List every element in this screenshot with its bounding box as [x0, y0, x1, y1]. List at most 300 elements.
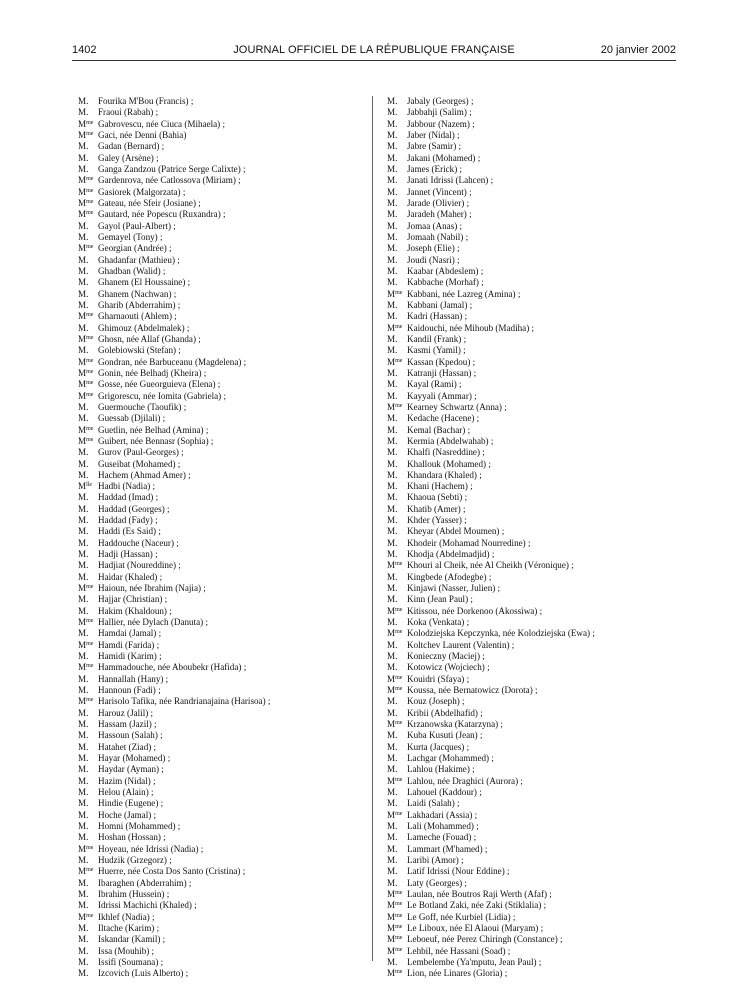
list-item [78, 119, 378, 130]
person-name: Ikhlef (Nadia) ; [98, 911, 155, 922]
list-item [387, 730, 687, 741]
list-item [387, 640, 687, 651]
title-abbrev: M. [387, 299, 398, 310]
title-abbrev: M. [387, 832, 398, 843]
person-name: Jomaah (Nabil) ; [407, 231, 469, 242]
person-name: Lehbil, née Hassani (Soad) ; [407, 945, 511, 956]
list-item [387, 742, 687, 753]
title-abbrev: M. [78, 900, 89, 911]
title-abbrev: $M^{me}$ [78, 639, 94, 650]
title-abbrev: M. [387, 696, 398, 707]
title-abbrev: M. [387, 96, 398, 106]
person-name: Izcovich (Luis Alberto) ; [98, 968, 189, 979]
person-name: Gateau, née Sfeir (Josiane) ; [98, 197, 201, 208]
title-abbrev: $M^{me}$ [387, 945, 403, 956]
person-name: Ghimouz (Abdelmalek) ; [98, 322, 190, 333]
list-item [78, 640, 378, 651]
title-abbrev: $M^{me}$ [78, 333, 94, 344]
list-item [78, 436, 378, 447]
title-abbrev: $M^{me}$ [387, 401, 403, 412]
person-name: Kearney Schwartz (Anna) ; [407, 401, 507, 412]
person-name: Hamdi (Farida) ; [98, 639, 160, 650]
person-name: Jarade (Olivier) ; [407, 197, 470, 208]
list-item [387, 277, 687, 288]
person-name: Khani (Hachem) ; [407, 481, 473, 492]
title-abbrev: M. [387, 390, 398, 401]
title-abbrev: M. [387, 515, 398, 526]
title-abbrev: M. [387, 854, 398, 865]
title-abbrev: M. [387, 435, 398, 446]
title-abbrev: M. [78, 968, 89, 979]
title-abbrev: M. [387, 333, 398, 344]
list-item [387, 957, 687, 968]
list-item [387, 526, 687, 537]
title-abbrev: $M^{me}$ [387, 922, 403, 933]
list-item [78, 153, 378, 164]
title-abbrev: $M^{me}$ [78, 186, 94, 197]
person-name: Hachem (Ahmad Amer) ; [98, 469, 191, 480]
person-name: Hatahet (Ziad) ; [98, 741, 157, 752]
list-item [387, 583, 687, 594]
title-abbrev: $M^{me}$ [78, 424, 94, 435]
list-item [387, 232, 687, 243]
list-item [387, 413, 687, 424]
title-abbrev: M. [387, 662, 398, 673]
person-name: Haddi (Es Said) ; [98, 526, 161, 537]
title-abbrev: $M^{me}$ [387, 719, 403, 730]
list-item [387, 832, 687, 843]
person-name: Leboeuf, née Perez Chiringh (Constance) ; [407, 934, 563, 945]
title-abbrev: M. [78, 753, 89, 764]
title-abbrev: $M^{me}$ [387, 888, 403, 899]
title-abbrev: $M^{me}$ [78, 118, 94, 129]
list-item [387, 504, 687, 515]
person-name: Kingbede (Afodegbe) ; [407, 571, 492, 582]
title-abbrev: $M^{me}$ [387, 685, 403, 696]
journal-title: JOURNAL OFFICIEL DE LA RÉPUBLIQUE FRANÇAISE [233, 44, 515, 56]
list-item [78, 628, 378, 639]
title-abbrev: M. [387, 231, 398, 242]
title-abbrev: M. [387, 197, 398, 208]
title-abbrev: M. [78, 571, 89, 582]
list-item [387, 617, 687, 628]
person-name: Khallouk (Mohamed) ; [407, 458, 491, 469]
list-item [387, 821, 687, 832]
title-abbrev: $M^{me}$ [78, 911, 94, 922]
list-item [387, 515, 687, 526]
title-abbrev: M. [78, 152, 89, 163]
person-name: Ghosn, née Allaf (Ghanda) ; [98, 333, 201, 344]
list-item [387, 538, 687, 549]
person-name: Fraoui (Rabah) ; [98, 107, 159, 118]
person-name: Joudi (Nasri) ; [407, 254, 460, 265]
person-name: Khaoua (Sebti) ; [407, 492, 468, 503]
person-name: Hoyeau, née Idrissi (Nadia) ; [98, 843, 204, 854]
person-name: Kermia (Abdelwahab) ; [407, 435, 494, 446]
title-abbrev: M. [78, 107, 89, 118]
list-item [387, 300, 687, 311]
list-item [387, 470, 687, 481]
list-item [78, 368, 378, 379]
person-name: Grigorescu, née Iomita (Gabriela) ; [98, 390, 227, 401]
person-name: Le Botland Zaki, née Zaki (Stiklalia) ; [407, 900, 547, 911]
list-item [387, 368, 687, 379]
title-abbrev: M. [387, 571, 398, 582]
title-abbrev: $M^{me}$ [387, 560, 403, 571]
list-item [387, 549, 687, 560]
title-abbrev: M. [387, 107, 398, 118]
person-name: Jakani (Mohamed) ; [407, 152, 481, 163]
person-name: Jaradeh (Maher) ; [407, 209, 472, 220]
person-name: Kaidouchi, née Mihoub (Madiha) ; [407, 322, 535, 333]
person-name: Jabaly (Georges) ; [407, 96, 474, 106]
person-name: Harouz (Jalil) ; [98, 707, 154, 718]
title-abbrev: M. [78, 288, 89, 299]
list-item [387, 764, 687, 775]
person-name: Konieczny (Maciej) ; [407, 651, 485, 662]
person-name: Hadbi (Nadia) ; [98, 481, 156, 492]
list-item [387, 776, 687, 787]
person-name: Lali (Mohammed) ; [407, 821, 479, 831]
person-name: Guermouche (Taoufik) ; [98, 401, 187, 412]
title-abbrev: M. [387, 311, 398, 322]
person-name: Hamidi (Karim) ; [98, 651, 162, 662]
title-abbrev: M. [387, 186, 398, 197]
list-item [78, 459, 378, 470]
title-abbrev: M. [387, 379, 398, 390]
title-abbrev: M. [78, 945, 89, 956]
title-abbrev: $M^{me}$ [387, 968, 403, 979]
title-abbrev: $M^{me}$ [387, 605, 403, 616]
title-abbrev: M. [387, 481, 398, 492]
title-abbrev: M. [78, 413, 89, 424]
title-abbrev: M. [78, 628, 89, 639]
list-item [78, 492, 378, 503]
person-name: Ghanem (Nachwan) ; [98, 288, 177, 299]
title-abbrev: $M^{lle}$ [78, 481, 93, 492]
title-abbrev: M. [387, 118, 398, 129]
list-item [78, 425, 378, 436]
left-column [78, 96, 378, 980]
title-abbrev: M. [78, 821, 89, 831]
person-name: Gadan (Bernard) ; [98, 141, 165, 152]
list-item [78, 526, 378, 537]
title-abbrev: M. [387, 877, 398, 888]
person-name: Khandara (Khaled) ; [407, 469, 482, 480]
title-abbrev: M. [78, 549, 89, 560]
list-item [78, 379, 378, 390]
person-name: Jannet (Vincent) ; [407, 186, 472, 197]
list-item [78, 311, 378, 322]
title-abbrev: M. [78, 605, 89, 616]
list-item [387, 119, 687, 130]
title-abbrev: M. [78, 934, 89, 945]
person-name: Khodeir (Mohamad Nourredine) ; [407, 537, 531, 548]
person-name: Laty (Georges) ; [407, 877, 467, 888]
list-item [387, 934, 687, 945]
title-abbrev: M. [78, 798, 89, 809]
person-name: Hayar (Mohamed) ; [98, 753, 171, 764]
list-item [387, 243, 687, 254]
title-abbrev: M. [78, 458, 89, 469]
list-item [78, 968, 378, 979]
person-name: Haddad (Georges) ; [98, 503, 170, 514]
list-item [387, 572, 687, 583]
title-abbrev: M. [387, 549, 398, 560]
person-name: Koka (Venkata) ; [407, 617, 470, 628]
person-name: Guseibat (Mohamed) ; [98, 458, 181, 469]
person-name: Ghadban (Walid) ; [98, 265, 166, 276]
title-abbrev: $M^{me}$ [78, 583, 94, 594]
title-abbrev: M. [387, 254, 398, 265]
list-item [387, 923, 687, 934]
person-name: Hoche (Jamal) ; [98, 809, 157, 820]
list-item [387, 968, 687, 979]
title-abbrev: M. [78, 96, 89, 106]
title-abbrev: M. [387, 447, 398, 458]
person-name: Laribi (Amor) ; [407, 854, 464, 865]
list-item [387, 153, 687, 164]
list-item [78, 651, 378, 662]
person-name: Issifi (Soumana) ; [98, 956, 164, 967]
person-name: Kandil (Frank) ; [407, 333, 467, 344]
person-name: Ghadanfar (Mathieu) ; [98, 254, 180, 265]
person-name: Kedache (Hacene) ; [407, 413, 480, 424]
person-name: Jabbahji (Salim) ; [407, 107, 472, 118]
list-item [387, 164, 687, 175]
title-abbrev: M. [387, 492, 398, 503]
list-item [78, 866, 378, 877]
person-name: Laidi (Salah) ; [407, 798, 460, 809]
list-item [78, 198, 378, 209]
list-item [78, 810, 378, 821]
list-item [78, 776, 378, 787]
person-name: Gardenrova, née Catlossova (Miriam) ; [98, 175, 241, 186]
list-item [78, 957, 378, 968]
person-name: Lahlou, née Draghici (Aurora) ; [407, 775, 523, 786]
list-item [78, 187, 378, 198]
list-item [387, 492, 687, 503]
title-abbrev: M. [78, 651, 89, 662]
list-item [78, 402, 378, 413]
title-abbrev: M. [387, 866, 398, 877]
list-item [387, 175, 687, 186]
title-abbrev: $M^{me}$ [387, 775, 403, 786]
title-abbrev: M. [387, 764, 398, 775]
title-abbrev: M. [387, 129, 398, 140]
person-name: Ibaraghen (Abderrahim) ; [98, 877, 192, 888]
title-abbrev: M. [387, 821, 398, 831]
list-item [387, 311, 687, 322]
person-name: Jabbour (Nazem) ; [407, 118, 475, 129]
title-abbrev: M. [387, 163, 398, 174]
person-name: Gosse, née Gueorguieva (Elena) ; [98, 379, 221, 390]
list-item [78, 594, 378, 605]
person-name: Kinjawi (Nasser, Julien) ; [407, 583, 501, 594]
person-name: Kassan (Kpedou) ; [407, 356, 476, 367]
title-abbrev: $M^{me}$ [78, 311, 94, 322]
title-abbrev: $M^{me}$ [78, 435, 94, 446]
person-name: Hannallah (Hany) ; [98, 673, 169, 684]
title-abbrev: M. [387, 617, 398, 628]
title-abbrev: M. [78, 503, 89, 514]
list-item [387, 96, 687, 107]
list-item [78, 674, 378, 685]
list-item [78, 164, 378, 175]
person-name: Gharnaouti (Ahlem) ; [98, 311, 177, 322]
title-abbrev: M. [387, 209, 398, 220]
title-abbrev: M. [78, 141, 89, 152]
list-item [78, 130, 378, 141]
list-item [78, 323, 378, 334]
list-item [78, 900, 378, 911]
list-item [387, 209, 687, 220]
list-item [387, 708, 687, 719]
person-name: Kurta (Jacques) ; [407, 741, 470, 752]
title-abbrev: $M^{me}$ [78, 617, 94, 628]
list-item [78, 300, 378, 311]
list-item [78, 141, 378, 152]
person-name: Kabbani (Jamal) ; [407, 299, 473, 310]
list-item [78, 583, 378, 594]
title-abbrev: M. [387, 469, 398, 480]
list-item [387, 141, 687, 152]
title-abbrev: M. [78, 265, 89, 276]
list-item [78, 889, 378, 900]
list-item [387, 946, 687, 957]
person-name: Latif Idrissi (Nour Eddine) ; [407, 866, 510, 877]
list-item [78, 708, 378, 719]
title-abbrev: $M^{me}$ [387, 934, 403, 945]
title-abbrev: M. [78, 719, 89, 730]
list-item [387, 900, 687, 911]
list-item [78, 243, 378, 254]
title-abbrev: M. [387, 787, 398, 798]
title-abbrev: $M^{me}$ [78, 866, 94, 877]
person-name: Jabre (Samir) ; [407, 141, 462, 152]
title-abbrev: M. [387, 798, 398, 809]
title-abbrev: M. [78, 526, 89, 537]
person-name: Hassam (Jazil) ; [98, 719, 157, 730]
list-item [78, 662, 378, 673]
title-abbrev: $M^{me}$ [387, 356, 403, 367]
title-abbrev: $M^{me}$ [387, 288, 403, 299]
list-item [78, 515, 378, 526]
list-item [387, 266, 687, 277]
title-abbrev: M. [78, 741, 89, 752]
list-item [387, 753, 687, 764]
list-item [78, 289, 378, 300]
person-name: Koussa, née Bernatowicz (Dorota) ; [407, 685, 538, 696]
list-item [78, 821, 378, 832]
title-abbrev: $M^{me}$ [78, 209, 94, 220]
page-number: 1402 [72, 44, 97, 56]
person-name: Haioun, née Ibrahim (Najia) ; [98, 583, 206, 594]
title-abbrev: $M^{me}$ [78, 175, 94, 186]
person-name: Gasiorek (Malgorzata) ; [98, 186, 186, 197]
person-name: Guetlin, née Belhad (Amina) ; [98, 424, 209, 435]
list-item [78, 832, 378, 843]
list-item [387, 447, 687, 458]
person-name: Helou (Alain) ; [98, 787, 154, 798]
title-abbrev: M. [78, 685, 89, 696]
list-item [78, 923, 378, 934]
list-item [387, 719, 687, 730]
list-item [78, 504, 378, 515]
title-abbrev: $M^{me}$ [387, 628, 403, 639]
title-abbrev: M. [78, 401, 89, 412]
list-item [78, 209, 378, 220]
person-name: Haydar (Ayman) ; [98, 764, 164, 775]
list-item [78, 481, 378, 492]
title-abbrev: M. [387, 141, 398, 152]
title-abbrev: M. [78, 515, 89, 526]
person-name: Kolodziejska Kepczynka, née Kolodziejska (Ewa) ; [407, 628, 595, 639]
title-abbrev: M. [78, 832, 89, 843]
title-abbrev: M. [78, 673, 89, 684]
person-name: Kinn (Jean Paul) ; [407, 594, 473, 605]
list-item [387, 425, 687, 436]
list-item [387, 685, 687, 696]
person-name: Le Liboux, née El Alaoui (Maryam) ; [407, 922, 544, 933]
title-abbrev: M. [78, 707, 89, 718]
person-name: Lakhadari (Assia) ; [407, 809, 478, 820]
list-item [78, 764, 378, 775]
list-item [78, 255, 378, 266]
title-abbrev: M. [387, 413, 398, 424]
person-name: Koltchev Laurent (Valentin) ; [407, 639, 515, 650]
person-name: Gabrovescu, née Ciuca (Mihaela) ; [98, 118, 226, 129]
person-name: Lachgar (Mohammed) ; [407, 753, 494, 764]
person-name: Ganga Zandzou (Patrice Serge Calixte) ; [98, 163, 246, 174]
person-name: Gemayel (Tony) ; [98, 231, 163, 242]
person-name: Kayal (Rami) ; [407, 379, 462, 390]
person-name: Gautard, née Popescu (Ruxandra) ; [98, 209, 226, 220]
list-item [78, 538, 378, 549]
title-abbrev: M. [78, 956, 89, 967]
list-item [387, 889, 687, 900]
title-abbrev: M. [387, 651, 398, 662]
person-name: Kaabar (Abdeslem) ; [407, 265, 484, 276]
title-abbrev: $M^{me}$ [387, 809, 403, 820]
person-name: Lammart (M'hamed) ; [407, 843, 488, 854]
person-name: Jaber (Nidal) ; [407, 129, 460, 140]
title-abbrev: M. [78, 730, 89, 741]
list-item [78, 96, 378, 107]
person-name: Khouri al Cheik, née Al Cheikh (Véronique) ; [407, 560, 574, 571]
person-name: Haddad (Imad) ; [98, 492, 159, 503]
title-abbrev: M. [78, 469, 89, 480]
list-item [78, 617, 378, 628]
title-abbrev: M. [387, 843, 398, 854]
title-abbrev: M. [387, 730, 398, 741]
title-abbrev: M. [78, 345, 89, 356]
list-item [387, 357, 687, 368]
list-item [78, 946, 378, 957]
list-item [78, 742, 378, 753]
list-item [78, 470, 378, 481]
person-name: Kitissou, née Dorkenoo (Akossiwa) ; [407, 605, 543, 616]
title-abbrev: M. [387, 741, 398, 752]
list-item [387, 255, 687, 266]
title-abbrev: M. [387, 265, 398, 276]
title-abbrev: $M^{me}$ [78, 356, 94, 367]
person-name: Khodja (Abdelmadjid) ; [407, 549, 495, 560]
title-abbrev: M. [78, 787, 89, 798]
person-name: Hoshan (Hossan) ; [98, 832, 166, 843]
title-abbrev: M. [78, 254, 89, 265]
person-name: Kribii (Abdelhafid) ; [407, 707, 483, 718]
